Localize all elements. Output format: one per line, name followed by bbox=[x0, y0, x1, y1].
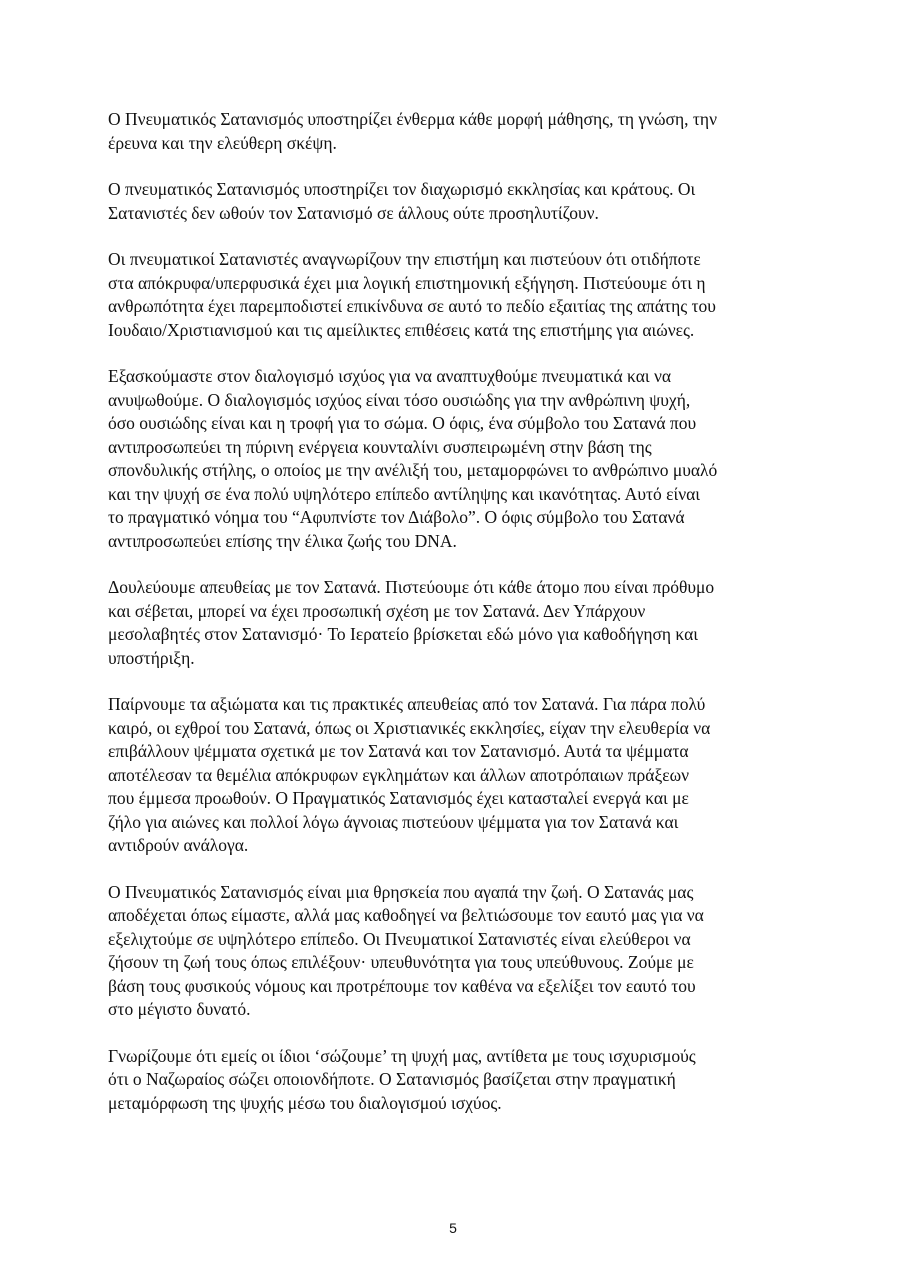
paragraph-2: Ο πνευματικός Σατανισμός υποστηρίζει τον διαχωρισμό εκκλησίας και κράτους. Οι Σατανιστές δεν ωθούν τον Σατανισμό σε άλλους ούτε προσηλυτίζουν. bbox=[108, 179, 696, 223]
paragraph-7: Ο Πνευματικός Σατανισμός είναι μια θρησκεία που αγαπά την ζωή. Ο Σατανάς μας αποδέχεται όπως είμαστε, αλλά μας καθοδηγεί να βελτιώσουμε τον εαυτό μας για να εξελιχτούμε σε υψηλότερο επίπεδο. Οι Πνευματικοί Σατανιστές είναι ελεύθεροι να ζήσουν τη ζωή τους όπως επιλέξουν· υπευθυνότητα για τους υπεύθυνους. Ζούμε με βάση τους φυσικούς νόμους και προτρέπουμε τον καθένα να εξελίξει τον εαυτό του στο μέγιστο δυνατό. bbox=[108, 881, 704, 1019]
paragraph-1: Ο Πνευματικός Σατανισμός υποστηρίζει ένθερμα κάθε μορφή μάθησης, τη γνώση, την έρευνα και την ελεύθερη σκέψη. bbox=[108, 109, 717, 153]
page-number: 5 bbox=[449, 1220, 457, 1236]
paragraph-5: Δουλεύουμε απευθείας με τον Σατανά. Πιστεύουμε ότι κάθε άτομο που είναι πρόθυμο και σέβεται, μπορεί να έχει προσωπική σχέση με τον Σατανά. Δεν Υπάρχουν μεσολαβητές στον Σατανισμό· Το Ιερατείο βρίσκεται εδώ μόνο για καθοδήγηση και υποστήριξη. bbox=[108, 577, 715, 668]
paragraph-3: Οι πνευματικοί Σατανιστές αναγνωρίζουν την επιστήμη και πιστεύουν ότι οτιδήποτε στα απόκρυφα/υπερφυσικά έχει μια λογική επιστημονική εξήγηση. Πιστεύουμε ότι η ανθρωπότητα έχει παρεμποδιστεί επικίνδυνα σε αυτό το πεδίο εξαιτίας της απάτης του Ιουδαιο/Χριστιανισμού και τις αμείλικτες επιθέσεις κατά της επιστήμης για αιώνες. bbox=[108, 249, 716, 340]
paragraph-8: Γνωρίζουμε ότι εμείς οι ίδιοι ‘σώζουμε’ τη ψυχή μας, αντίθετα με τους ισχυρισμούς ότι ο Ναζωραίος σώζει οποιονδήποτε. Ο Σατανισμός βασίζεται στην πραγματική μεταμόρφωση της ψυχής μέσω του διαλογισμού ισχύος. bbox=[108, 1045, 696, 1113]
page-body bbox=[108, 108, 800, 1138]
paragraph-4: Εξασκούμαστε στον διαλογισμό ισχύος για να αναπτυχθούμε πνευματικά και να ανυψωθούμε. Ο διαλογισμός ισχύος είναι τόσο ουσιώδης για την ανθρώπινη ψυχή, όσο ουσιώδης είναι και η τροφή για το σώμα. Ο όφις, ένα σύμβολο του Σατανά που αντιπροσωπεύει τη πύρινη ενέργεια κουνταλίνι συσπειρωμένη στην βάση της σπονδυλικής στήλης, ο οποίος με την ανέλιξή του, μεταμορφώνει το ανθρώπινο μυαλό και την ψυχή σε ένα πολύ υψηλότερο επίπεδο αντίληψης και ικανότητας. Αυτό είναι το πραγματικό νόημα του “Αφυπνίστε τον Διάβολο”. Ο όφις σύμβολο του Σατανά αντιπροσωπεύει επίσης την έλικα ζωής του DNA. bbox=[108, 366, 718, 551]
paragraph-6: Παίρνουμε τα αξιώματα και τις πρακτικές απευθείας από τον Σατανά. Για πάρα πολύ καιρό, οι εχθροί του Σατανά, όπως οι Χριστιανικές εκκλησίες, είχαν την ελευθερία να επιβάλλουν ψέμματα σχετικά με τον Σατανά και τον Σατανισμό. Αυτά τα ψέμματα αποτέλεσαν τα θεμέλια απόκρυφων εγκλημάτων και άλλων αποτρόπαιων πράξεων που έμμεσα προωθούν. Ο Πραγματικός Σατανισμός έχει κατασταλεί ενεργά και με ζήλο για αιώνες και πολλοί λόγω άγνοιας πιστεύουν ψέμματα για τον Σατανά και αντιδρούν ανάλογα. bbox=[108, 694, 711, 855]
